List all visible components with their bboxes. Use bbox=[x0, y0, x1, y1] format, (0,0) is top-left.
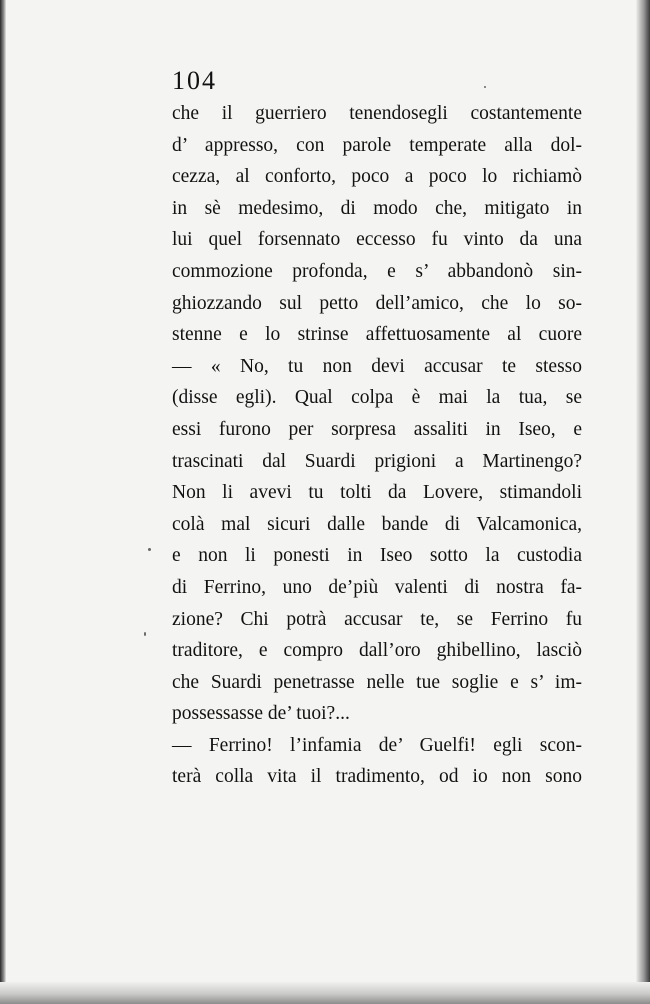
paper-speck bbox=[148, 548, 151, 551]
text-line: (disse egli). Qual colpa è mai la tua, se bbox=[172, 387, 582, 409]
text-line: essi furono per sorpresa assaliti in Iseo, e bbox=[172, 418, 582, 440]
text-line: che Suardi penetrasse nelle tue soglie e s’ im- bbox=[172, 671, 582, 693]
text-line: e non li ponesti in Iseo sotto la custodia bbox=[172, 545, 582, 567]
text-line: — « No, tu non devi accusar te stesso bbox=[172, 355, 582, 377]
page-right-edge bbox=[636, 0, 650, 1004]
text-line: di Ferrino, uno de’più valenti di nostra fa- bbox=[172, 576, 582, 598]
text-line: possessasse de’ tuoi?... bbox=[172, 703, 350, 725]
text-line: colà mal sicuri dalle bande di Valcamonica, bbox=[172, 513, 582, 535]
text-line: stenne e lo strinse affettuosamente al cuore bbox=[172, 324, 582, 346]
paper-speck bbox=[144, 632, 146, 636]
text-line: Non li avevi tu tolti da Lovere, stimandoli bbox=[172, 482, 582, 504]
text-line: che il guerriero tenendosegli costantemente bbox=[172, 103, 582, 124]
text-line: — Ferrino! l’infamia de’ Guelfi! egli scon- bbox=[172, 734, 582, 756]
text-line: terà colla vita il tradimento, od io non sono bbox=[172, 766, 582, 788]
page-left-edge bbox=[0, 0, 6, 1004]
text-line: d’ appresso, con parole temperate alla dol- bbox=[172, 134, 582, 156]
text-line: ghiozzando sul petto dell’amico, che lo so- bbox=[172, 292, 582, 314]
text-line: in sè medesimo, di modo che, mitigato in bbox=[172, 197, 582, 219]
text-line: trascinati dal Suardi prigioni a Martinengo? bbox=[172, 450, 582, 472]
text-line: lui quel forsennato eccesso fu vinto da una bbox=[172, 229, 582, 251]
text-line: cezza, al conforto, poco a poco lo richiamò bbox=[172, 166, 582, 188]
page-bottom-edge bbox=[0, 982, 650, 1004]
text-line: zione? Chi potrà accusar te, se Ferrino fu bbox=[172, 608, 582, 630]
text-line: commozione profonda, e s’ abbandonò sin- bbox=[172, 260, 582, 282]
text-line: traditore, e compro dall’oro ghibellino, lasciò bbox=[172, 640, 582, 662]
page-number: 104 bbox=[172, 66, 217, 95]
paper-speck bbox=[484, 86, 486, 88]
body-text bbox=[172, 98, 582, 793]
